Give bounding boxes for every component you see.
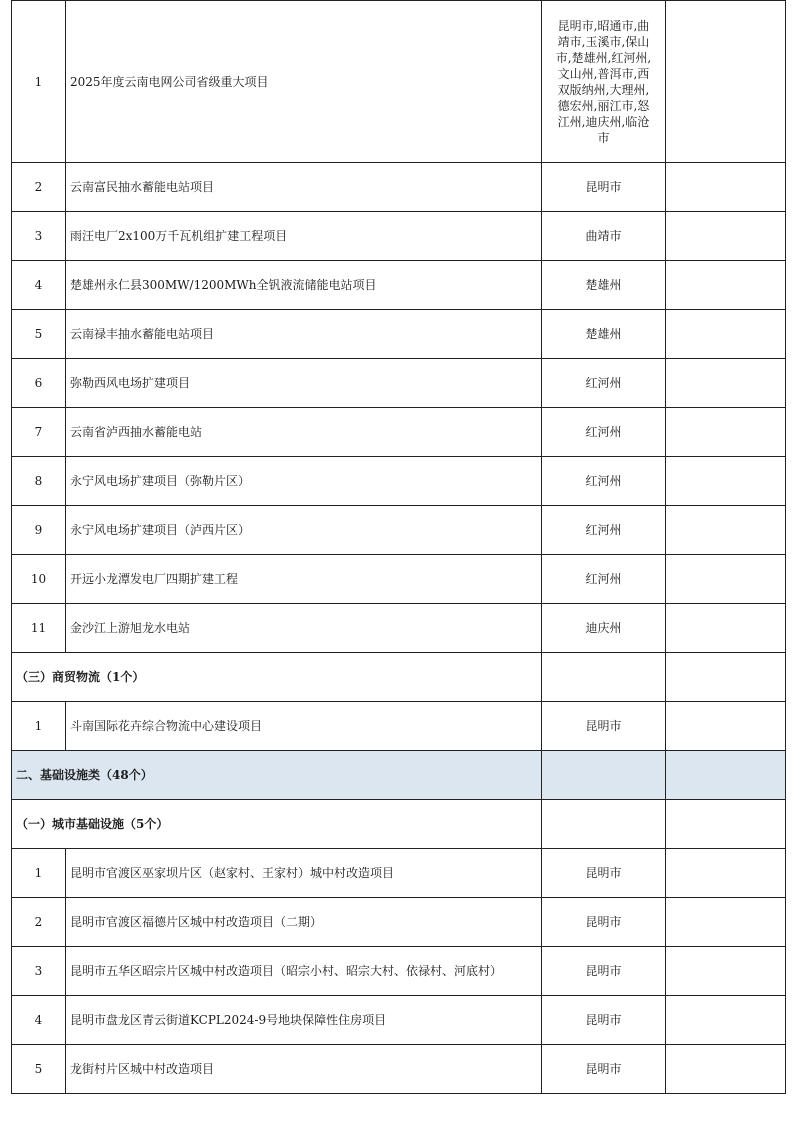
row-number: 6 — [12, 359, 66, 408]
table-row — [12, 506, 786, 555]
project-name: 昆明市官渡区巫家坝片区（赵家村、王家村）城中村改造项目 — [66, 849, 542, 898]
row-number: 3 — [12, 947, 66, 996]
table-row — [12, 212, 786, 261]
project-location: 楚雄州 — [542, 310, 666, 359]
remarks-cell — [666, 212, 786, 261]
table-row — [12, 1, 786, 163]
project-location: 红河州 — [542, 555, 666, 604]
project-location: 昆明市 — [542, 702, 666, 751]
project-name: 昆明市五华区昭宗片区城中村改造项目（昭宗小村、昭宗大村、依禄村、河底村） — [66, 947, 542, 996]
section-title: （三）商贸物流（1个） — [12, 653, 542, 702]
table-row — [12, 996, 786, 1045]
remarks-cell — [666, 555, 786, 604]
row-number: 5 — [12, 310, 66, 359]
project-name: 斗南国际花卉综合物流中心建设项目 — [66, 702, 542, 751]
location-line: 市 — [597, 130, 610, 145]
remarks-cell — [666, 604, 786, 653]
remarks-cell — [666, 947, 786, 996]
location-line: 昆明市,昭通市,曲 — [557, 18, 650, 33]
project-location: 昆明市 — [542, 849, 666, 898]
location-line: 双版纳州,大理州, — [557, 82, 650, 97]
row-number: 7 — [12, 408, 66, 457]
project-name: 永宁风电场扩建项目（弥勒片区） — [66, 457, 542, 506]
project-location: 昆明市 — [542, 163, 666, 212]
remarks-cell — [666, 751, 786, 800]
table-row — [12, 163, 786, 212]
location-line: 文山州,普洱市,西 — [557, 66, 650, 81]
remarks-cell — [666, 1, 786, 163]
row-number: 3 — [12, 212, 66, 261]
project-location: 红河州 — [542, 359, 666, 408]
project-location: 昆明市 — [542, 1045, 666, 1094]
table-row — [12, 702, 786, 751]
location-line: 市,楚雄州,红河州, — [555, 50, 652, 65]
table-row — [12, 555, 786, 604]
remarks-cell — [666, 898, 786, 947]
table-row — [12, 457, 786, 506]
remarks-cell — [666, 359, 786, 408]
project-location: 迪庆州 — [542, 604, 666, 653]
remarks-cell — [666, 996, 786, 1045]
project-location — [542, 1, 666, 163]
table-row — [12, 604, 786, 653]
row-number: 5 — [12, 1045, 66, 1094]
table-row — [12, 849, 786, 898]
project-location: 楚雄州 — [542, 261, 666, 310]
project-location: 红河州 — [542, 457, 666, 506]
row-number: 10 — [12, 555, 66, 604]
project-location: 曲靖市 — [542, 212, 666, 261]
row-number: 9 — [12, 506, 66, 555]
section-row — [12, 653, 786, 702]
project-location: 昆明市 — [542, 996, 666, 1045]
remarks-cell — [666, 506, 786, 555]
table-row — [12, 359, 786, 408]
project-location: 昆明市 — [542, 947, 666, 996]
remarks-cell — [666, 800, 786, 849]
empty-cell — [542, 800, 666, 849]
row-number: 1 — [12, 1, 66, 163]
project-table — [11, 0, 786, 1094]
row-number: 4 — [12, 996, 66, 1045]
remarks-cell — [666, 310, 786, 359]
category-title: 二、基础设施类（48个） — [12, 751, 542, 800]
project-name: 昆明市盘龙区青云街道KCPL2024-9号地块保障性住房项目 — [66, 996, 542, 1045]
project-name: 云南富民抽水蓄能电站项目 — [66, 163, 542, 212]
remarks-cell — [666, 261, 786, 310]
row-number: 11 — [12, 604, 66, 653]
section-row — [12, 800, 786, 849]
location-line: 靖市,玉溪市,保山 — [557, 34, 650, 49]
remarks-cell — [666, 1045, 786, 1094]
location-line: 德宏州,丽江市,怒 — [557, 98, 650, 113]
project-location: 红河州 — [542, 408, 666, 457]
project-name: 弥勒西风电场扩建项目 — [66, 359, 542, 408]
project-name: 开远小龙潭发电厂四期扩建工程 — [66, 555, 542, 604]
remarks-cell — [666, 457, 786, 506]
project-name: 龙街村片区城中村改造项目 — [66, 1045, 542, 1094]
section-title: （一）城市基础设施（5个） — [12, 800, 542, 849]
project-name: 雨汪电厂2x100万千瓦机组扩建工程项目 — [66, 212, 542, 261]
remarks-cell — [666, 163, 786, 212]
empty-cell — [542, 653, 666, 702]
row-number: 1 — [12, 849, 66, 898]
project-name: 2025年度云南电网公司省级重大项目 — [66, 1, 542, 163]
row-number: 4 — [12, 261, 66, 310]
table-row — [12, 1045, 786, 1094]
remarks-cell — [666, 653, 786, 702]
table-row — [12, 947, 786, 996]
table-row — [12, 310, 786, 359]
project-name: 金沙江上游旭龙水电站 — [66, 604, 542, 653]
project-name: 昆明市官渡区福德片区城中村改造项目（二期） — [66, 898, 542, 947]
project-name: 永宁风电场扩建项目（泸西片区） — [66, 506, 542, 555]
row-number: 8 — [12, 457, 66, 506]
project-location: 昆明市 — [542, 898, 666, 947]
table-row — [12, 261, 786, 310]
remarks-cell — [666, 849, 786, 898]
table-row — [12, 898, 786, 947]
row-number: 2 — [12, 163, 66, 212]
project-location: 红河州 — [542, 506, 666, 555]
project-name: 楚雄州永仁县300MW/1200MWh全钒液流储能电站项目 — [66, 261, 542, 310]
remarks-cell — [666, 408, 786, 457]
row-number: 1 — [12, 702, 66, 751]
category-row — [12, 751, 786, 800]
location-line: 江州,迪庆州,临沧 — [557, 114, 650, 129]
empty-cell — [542, 751, 666, 800]
table-row — [12, 408, 786, 457]
remarks-cell — [666, 702, 786, 751]
row-number: 2 — [12, 898, 66, 947]
project-name: 云南省泸西抽水蓄能电站 — [66, 408, 542, 457]
project-name: 云南禄丰抽水蓄能电站项目 — [66, 310, 542, 359]
